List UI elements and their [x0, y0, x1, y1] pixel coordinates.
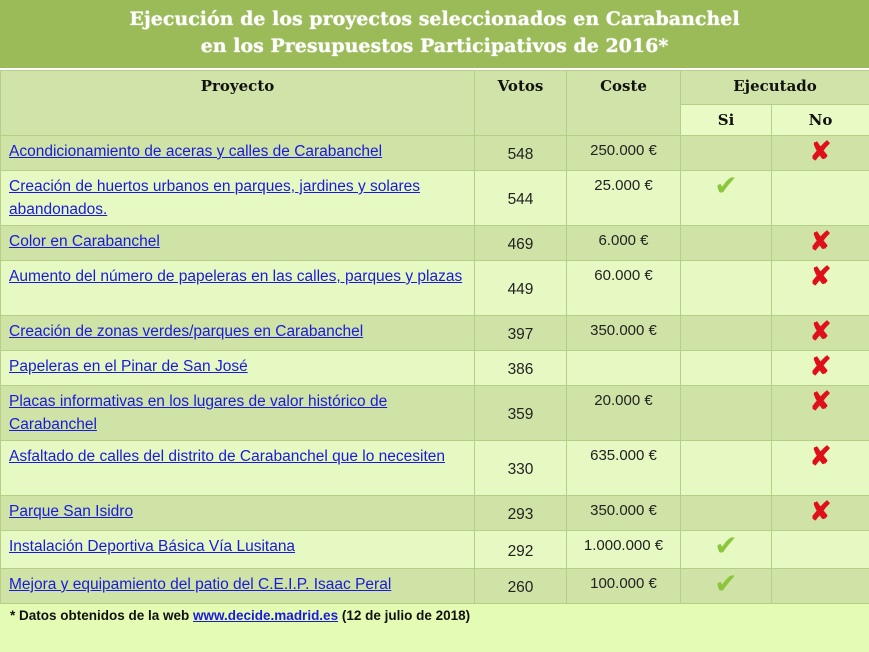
si-cell — [681, 386, 772, 441]
cross-icon: ✘ — [809, 261, 832, 291]
footnote-suffix: (12 de julio de 2018) — [338, 608, 471, 623]
project-cell — [1, 496, 475, 531]
no-cell — [772, 531, 869, 569]
footnote-link[interactable]: www.decide.madrid.es — [193, 608, 339, 623]
cross-icon: ✘ — [809, 386, 832, 416]
footnote-prefix: * Datos obtenidos de la web — [10, 608, 194, 623]
votes-cell: 359 — [475, 386, 567, 441]
header-votos: Votos — [475, 71, 567, 136]
cost-cell: 6.000 € — [567, 226, 681, 261]
no-cell — [772, 496, 869, 531]
votes-cell: 293 — [475, 496, 567, 531]
no-cell — [772, 316, 869, 351]
cross-icon: ✘ — [809, 226, 832, 256]
no-cell — [772, 441, 869, 496]
project-cell — [1, 569, 475, 604]
project-cell — [1, 171, 475, 226]
votes-cell: 397 — [475, 316, 567, 351]
votes-cell: 548 — [475, 136, 567, 171]
table-row — [1, 496, 869, 531]
title-line-1: Ejecución de los proyectos seleccionados en Carabanchel — [129, 8, 740, 30]
table-row — [1, 351, 869, 386]
si-cell — [681, 569, 772, 604]
no-cell — [772, 171, 869, 226]
header-si: Si — [681, 105, 772, 136]
project-cell — [1, 316, 475, 351]
no-cell — [772, 261, 869, 316]
cost-cell: 350.000 € — [567, 496, 681, 531]
no-cell — [772, 351, 869, 386]
table-row — [1, 316, 869, 351]
votes-cell: 260 — [475, 569, 567, 604]
cost-cell: 25.000 € — [567, 171, 681, 226]
project-link[interactable]: Acondicionamiento de aceras y calles de Carabanchel — [9, 143, 383, 160]
project-link[interactable]: Creación de huertos urbanos en parques, jardines y solares abandonados. — [9, 178, 420, 218]
table-row — [1, 569, 869, 604]
cost-cell: 100.000 € — [567, 569, 681, 604]
header-ejecutado: Ejecutado — [681, 71, 869, 105]
si-cell — [681, 316, 772, 351]
project-link[interactable]: Color en Carabanchel — [9, 233, 160, 250]
no-cell — [772, 226, 869, 261]
table-row — [1, 531, 869, 569]
project-cell — [1, 386, 475, 441]
header-coste: Coste — [567, 71, 681, 136]
project-cell — [1, 136, 475, 171]
project-link[interactable]: Mejora y equipamiento del patio del C.E.I.P. Isaac Peral — [9, 576, 392, 593]
cross-icon: ✘ — [809, 351, 832, 381]
cost-cell: 20.000 € — [567, 386, 681, 441]
si-cell — [681, 136, 772, 171]
si-cell — [681, 226, 772, 261]
check-icon: ✔ — [714, 568, 738, 599]
cross-icon: ✘ — [809, 441, 832, 471]
si-cell — [681, 531, 772, 569]
votes-cell: 330 — [475, 441, 567, 496]
si-cell — [681, 171, 772, 226]
project-cell — [1, 351, 475, 386]
votes-cell: 449 — [475, 261, 567, 316]
table-row — [1, 441, 869, 496]
project-cell — [1, 261, 475, 316]
project-link[interactable]: Instalación Deportiva Básica Vía Lusitana — [9, 538, 296, 555]
project-link[interactable]: Aumento del número de papeleras en las calles, parques y plazas — [9, 268, 463, 285]
table-row — [1, 226, 869, 261]
cost-cell: 250.000 € — [567, 136, 681, 171]
votes-cell: 469 — [475, 226, 567, 261]
table-row — [1, 136, 869, 171]
cost-cell — [567, 351, 681, 386]
cross-icon: ✘ — [809, 316, 832, 346]
table-row — [1, 171, 869, 226]
votes-cell: 386 — [475, 351, 567, 386]
si-cell — [681, 351, 772, 386]
project-link[interactable]: Parque San Isidro — [9, 503, 134, 520]
project-link[interactable]: Creación de zonas verdes/parques en Carabanchel — [9, 323, 364, 340]
si-cell — [681, 441, 772, 496]
no-cell — [772, 386, 869, 441]
votes-cell: 544 — [475, 171, 567, 226]
page-title — [0, 0, 869, 70]
title-line-2: en los Presupuestos Participativos de 2016* — [200, 35, 669, 57]
project-link[interactable]: Papeleras en el Pinar de San José — [9, 358, 248, 375]
project-link[interactable]: Asfaltado de calles del distrito de Carabanchel que lo necesiten — [9, 448, 445, 465]
header-no: No — [772, 105, 869, 136]
cost-cell: 60.000 € — [567, 261, 681, 316]
cost-cell: 635.000 € — [567, 441, 681, 496]
si-cell — [681, 496, 772, 531]
table-row — [1, 386, 869, 441]
cost-cell: 1.000.000 € — [567, 531, 681, 569]
project-cell — [1, 441, 475, 496]
projects-table — [0, 70, 869, 604]
cross-icon: ✘ — [809, 136, 832, 166]
check-icon: ✔ — [714, 530, 738, 561]
cross-icon: ✘ — [809, 496, 832, 526]
project-cell — [1, 226, 475, 261]
header-proyecto: Proyecto — [1, 71, 475, 136]
table-row — [1, 261, 869, 316]
cost-cell: 350.000 € — [567, 316, 681, 351]
votes-cell: 292 — [475, 531, 567, 569]
project-link[interactable]: Placas informativas en los lugares de valor histórico de Carabanchel — [9, 393, 388, 433]
project-cell — [1, 531, 475, 569]
no-cell — [772, 569, 869, 604]
si-cell — [681, 261, 772, 316]
no-cell — [772, 136, 869, 171]
check-icon: ✔ — [714, 170, 738, 201]
footnote — [0, 604, 869, 627]
